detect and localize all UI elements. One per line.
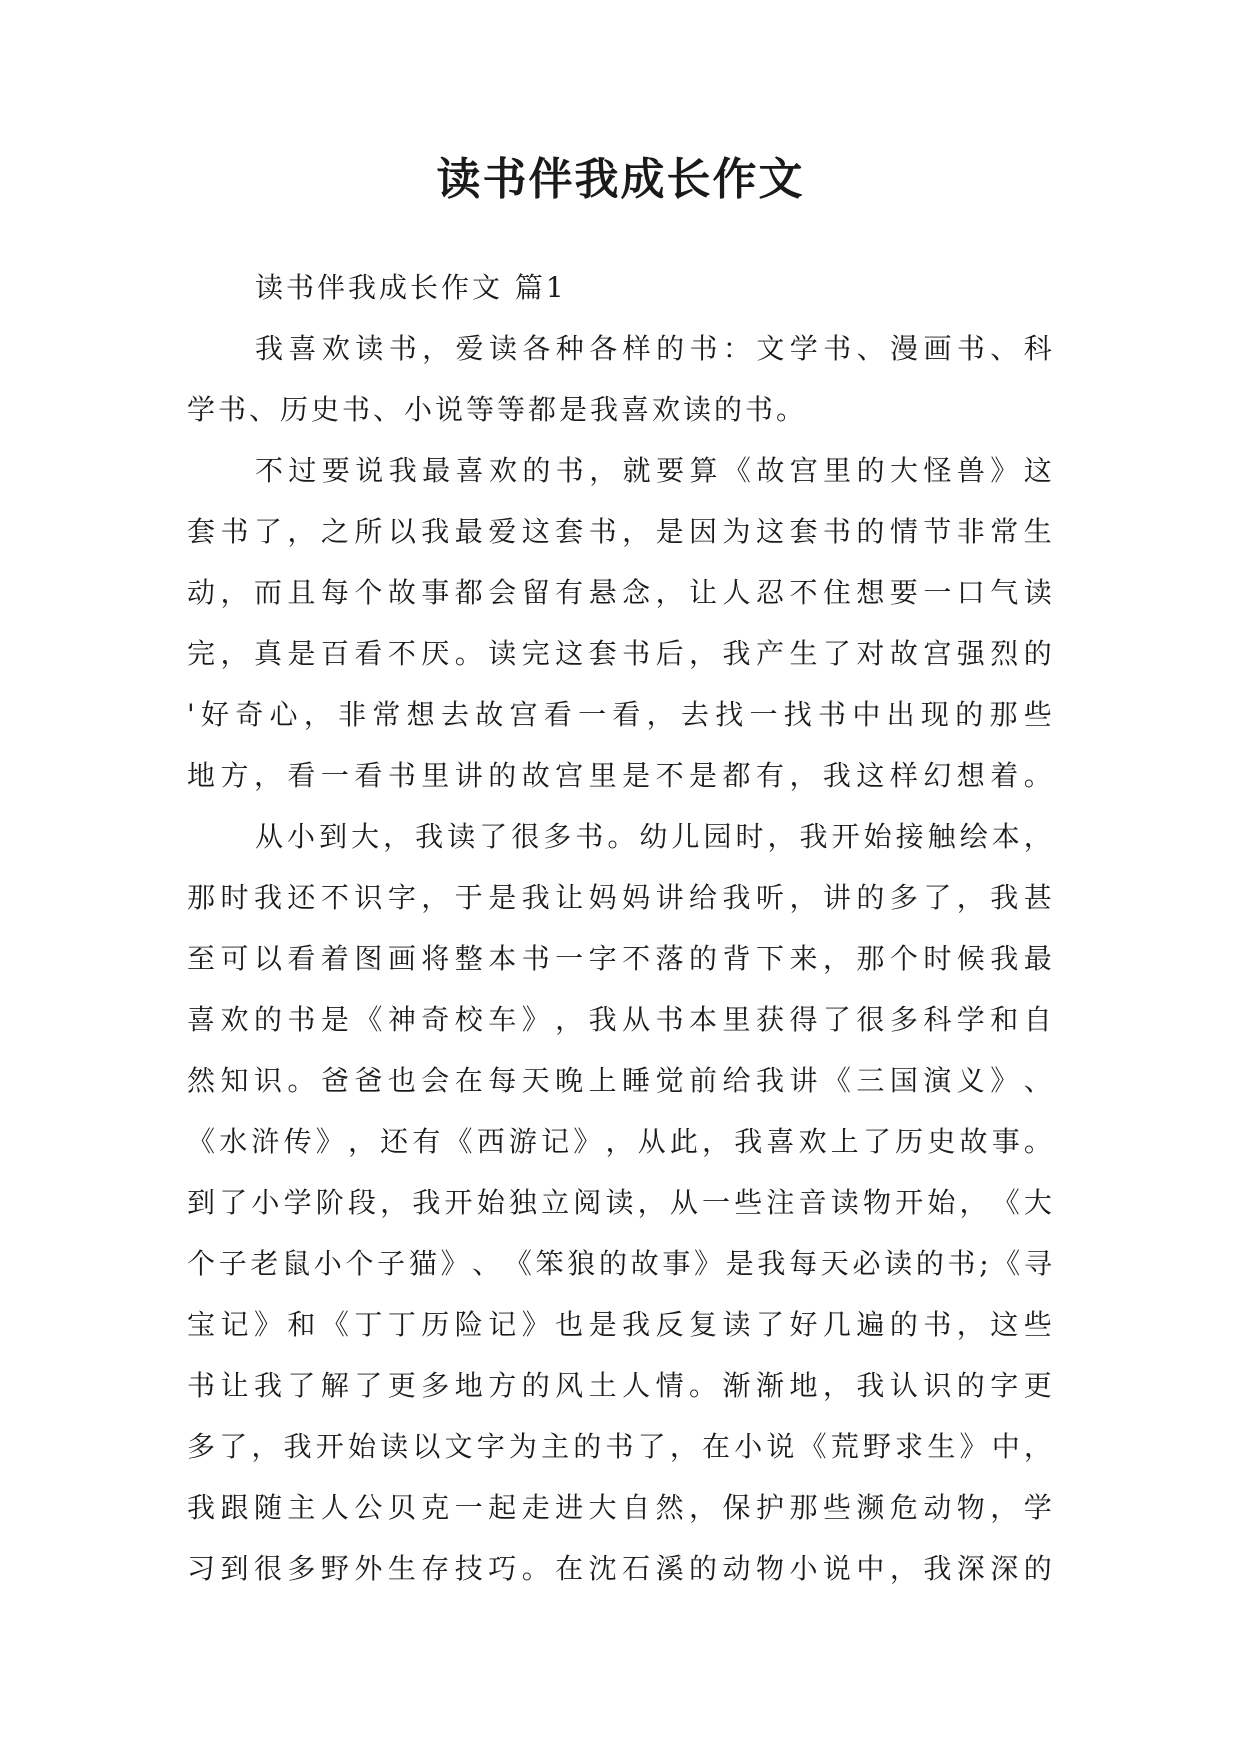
text-line: 至 可 以 看 着 图 画 将 整 本 书 一 字 不 落 的 背 下 来 ， 那 个 时 候 我 最 (187, 942, 1052, 975)
text-line: 套 书 了 ， 之 所 以 我 最 爱 这 套 书 ， 是 因 为 这 套 书 的 情 节 非 常 生 (187, 515, 1052, 548)
text-line: 不 过 要 说 我 最 喜 欢 的 书 ， 就 要 算 《 故 宫 里 的 大 怪 兽 》 这 (255, 454, 1052, 487)
text-line: 动 ， 而 且 每 个 故 事 都 会 留 有 悬 念 ， 让 人 忍 不 住 想 要 一 口 气 读 (187, 576, 1052, 609)
text-line: 然 知 识 。 爸 爸 也 会 在 每 天 晚 上 睡 觉 前 给 我 讲 《 三 国 演 义 》 、 (187, 1064, 1052, 1097)
text-line: 《 水 浒 传 》 ， 还 有 《 西 游 记 》 ， 从 此 ， 我 喜 欢 上 了 历 史 故 事 。 (187, 1125, 1052, 1158)
document-title: 读书伴我成长作文 (436, 154, 805, 205)
text-line: 那 时 我 还 不 识 字 ， 于 是 我 让 妈 妈 讲 给 我 听 ， 讲 的 多 了 ， 我 甚 (187, 881, 1052, 914)
text-line: 喜 欢 的 书 是 《 神 奇 校 车 》 ， 我 从 书 本 里 获 得 了 很 多 科 学 和 自 (187, 1003, 1052, 1036)
text-line: ' 好 奇 心 ， 非 常 想 去 故 宫 看 一 看 ， 去 找 一 找 书 中 出 现 的 那 些 (187, 698, 1052, 731)
text-line: 我 喜 欢 读 书 ， 爱 读 各 种 各 样 的 书 ： 文 学 书 、 漫 画 书 、 科 (255, 332, 1052, 365)
text-line: 多 了 ， 我 开 始 读 以 文 字 为 主 的 书 了 ， 在 小 说 《 荒 野 求 生 》 中 ， (187, 1430, 1052, 1463)
text-line: 宝 记 》 和 《 丁 丁 历 险 记 》 也 是 我 反 复 读 了 好 几 遍 的 书 ， 这 些 (187, 1308, 1052, 1341)
text-line: 学书、历史书、小说等等都是我喜欢读的书。 (187, 393, 808, 426)
text-line: 从 小 到 大 ， 我 读 了 很 多 书 。 幼 儿 园 时 ， 我 开 始 接 触 绘 本 ， (255, 820, 1052, 853)
text-line: 习 到 很 多 野 外 生 存 技 巧 。 在 沈 石 溪 的 动 物 小 说 中 ， 我 深 深 的 (187, 1552, 1052, 1585)
text-line: 读书伴我成长作文 篇1 (255, 271, 567, 304)
text-line: 地 方 ， 看 一 看 书 里 讲 的 故 宫 里 是 不 是 都 有 ， 我 这 样 幻 想 着 。 (187, 759, 1052, 792)
document-body (187, 257, 1052, 1599)
text-line: 到 了 小 学 阶 段 ， 我 开 始 独 立 阅 读 ， 从 一 些 注 音 读 物 开 始 ， 《 大 (187, 1186, 1052, 1219)
text-line: 完 ， 真 是 百 看 不 厌 。 读 完 这 套 书 后 ， 我 产 生 了 对 故 宫 强 烈 的 (187, 637, 1052, 670)
text-line: 我 跟 随 主 人 公 贝 克 一 起 走 进 大 自 然 ， 保 护 那 些 濒 危 动 物 ， 学 (187, 1491, 1052, 1524)
text-line: 个 子 老 鼠 小 个 子 猫 》 、 《 笨 狼 的 故 事 》 是 我 每 天 必 读 的 书 ; 《 寻 (187, 1247, 1052, 1280)
text-line: 书 让 我 了 解 了 更 多 地 方 的 风 土 人 情 。 渐 渐 地 ， 我 认 识 的 字 更 (187, 1369, 1052, 1402)
